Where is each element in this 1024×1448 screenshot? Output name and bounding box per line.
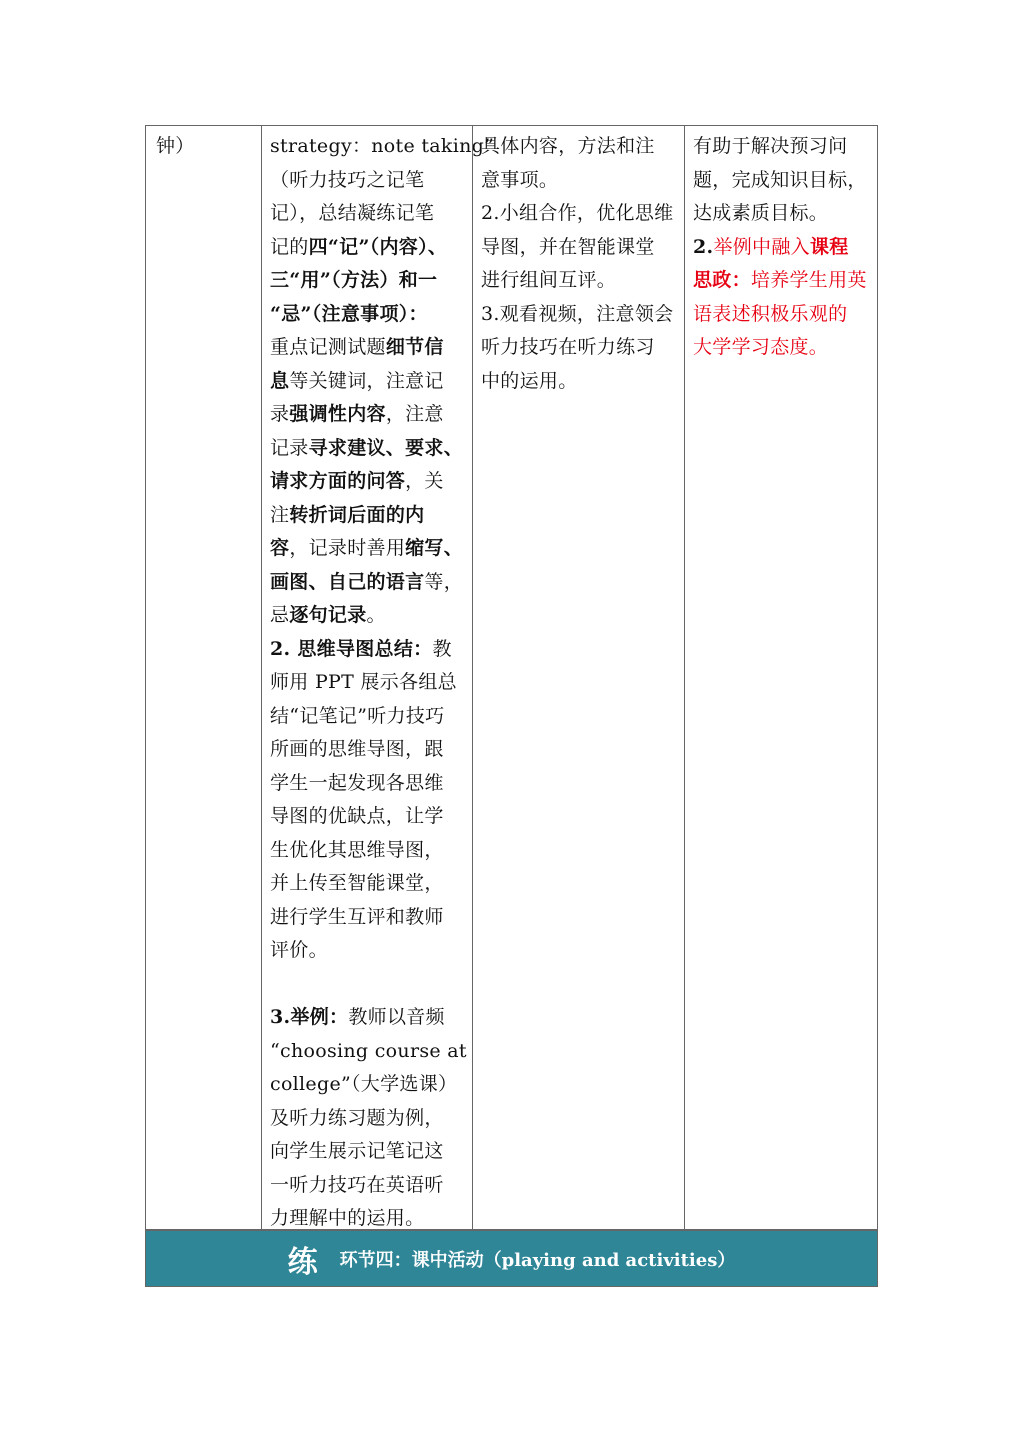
text-line: 语表述积极乐观的 (693, 302, 848, 325)
text-line (270, 465, 465, 499)
bold-text: 2. (693, 235, 714, 258)
bold-text: 2. 思维导图总结： (270, 637, 433, 660)
text-line: 中的运用。 (481, 369, 578, 392)
text-line (270, 599, 465, 633)
text-line: college”（大学选课） (270, 1073, 458, 1095)
text-line (270, 566, 465, 600)
text-line (270, 398, 465, 432)
bold-text: 转折词后面的内 (289, 503, 425, 526)
text-line: 导图，并在智能课堂 (481, 235, 655, 258)
text-line: 听力技巧在听力练习 (481, 336, 655, 358)
text-span: ，记录时善用 (289, 537, 406, 559)
text-line: 2.小组合作，优化思维 (481, 202, 674, 224)
text-line: “choosing course at (270, 1039, 467, 1062)
text-line: 向学生展示记笔记这 (270, 1140, 444, 1162)
section-char: 练 (287, 1244, 318, 1280)
bold-text: 缩写、 (405, 537, 464, 559)
red-bold-text: 课程 (809, 235, 849, 258)
text-span: 忌 (270, 604, 290, 626)
text-span: 重点记测试题 (270, 336, 386, 358)
section-title: 环节四：课中活动（playing and activities） (339, 1249, 736, 1271)
text-line: 3.观看视频，注意领会 (481, 302, 674, 325)
text-line: strategy：note taking” (270, 135, 495, 157)
text-line (693, 231, 870, 265)
red-bold-text: 思政： (693, 269, 751, 291)
text-span: 教师以音频 (348, 1006, 445, 1028)
text-line (270, 231, 465, 265)
text-line: 师用 PPT 展示各组总 (270, 671, 457, 693)
section-header-bar (145, 1230, 878, 1287)
text-line: 结“记笔记”听力技巧 (270, 704, 445, 727)
bold-text: 四“记”（内容）、 (308, 235, 448, 258)
blank-line (270, 968, 465, 1002)
red-text: 举例中融入 (713, 235, 810, 258)
red-text: 培养学生用英 (750, 269, 867, 291)
text-line: “忌”（注意事项）： (270, 302, 428, 325)
text-line: 有助于解决预习问 (693, 135, 848, 157)
lesson-plan-table (145, 125, 878, 1287)
text-line: 评价。 (270, 939, 328, 961)
text-line: 意事项。 (481, 168, 559, 191)
bold-text: 细节信 (385, 336, 444, 358)
design-intent-cell (684, 125, 878, 1230)
text-line: 达成素质目标。 (693, 202, 829, 224)
text-line (270, 499, 465, 533)
text-span: 记的 (270, 235, 309, 258)
text-line (270, 432, 465, 466)
text-line (270, 532, 465, 566)
text-line (270, 1001, 465, 1035)
text-span: 记录 (270, 436, 309, 459)
text-span: 等关键词，注意记 (289, 369, 444, 392)
text-line (693, 264, 870, 298)
text-span: 等， (424, 570, 464, 593)
text-span: 。 (366, 604, 386, 626)
text-line: 记），总结凝练记笔 (270, 202, 435, 224)
text-line: 进行组间互评。 (481, 269, 617, 291)
text-line: 题，完成知识目标， (693, 168, 867, 191)
time-text: 钟） (156, 135, 195, 157)
bold-text: 强调性内容 (289, 403, 386, 425)
text-span: 教 (432, 637, 452, 660)
text-line: 进行学生互评和教师 (270, 905, 444, 928)
bold-text: 容 (270, 537, 290, 559)
text-span: 注 (270, 503, 290, 526)
bold-text: 3.举例： (270, 1006, 349, 1028)
text-span: 录 (270, 403, 290, 425)
text-line (270, 331, 465, 365)
bold-text: 息 (270, 369, 290, 392)
text-line: 大学学习态度。 (693, 336, 829, 358)
text-line: 及听力练习题为例， (270, 1106, 444, 1129)
text-line: 生优化其思维导图， (270, 838, 444, 861)
text-line: 力理解中的运用。 (270, 1207, 425, 1229)
text-line: 学生一起发现各思维 (270, 771, 444, 794)
text-line: 导图的优缺点，让学 (270, 805, 444, 827)
bold-text: 画图、自己的语言 (270, 570, 425, 593)
text-line (270, 633, 465, 667)
text-line: （听力技巧之记笔 (270, 168, 425, 191)
text-line: 三“用”（方法）和一 (270, 269, 438, 291)
bold-text: 请求方面的问答 (270, 470, 406, 492)
teacher-activity-cell (261, 125, 495, 1230)
text-line: 一听力技巧在英语听 (270, 1173, 444, 1196)
bold-text: 寻求建议、要求、 (308, 436, 464, 459)
text-span: ，关 (405, 470, 444, 492)
student-activity-cell (472, 125, 684, 1230)
time-cell (145, 125, 261, 1230)
text-line: 具体内容，方法和注 (481, 135, 655, 157)
text-line (270, 365, 465, 399)
bold-text: 逐句记录 (289, 604, 367, 626)
text-line: 并上传至智能课堂， (270, 872, 444, 894)
text-line: 所画的思维导图，跟 (270, 738, 444, 760)
text-span: ，注意 (385, 403, 444, 425)
